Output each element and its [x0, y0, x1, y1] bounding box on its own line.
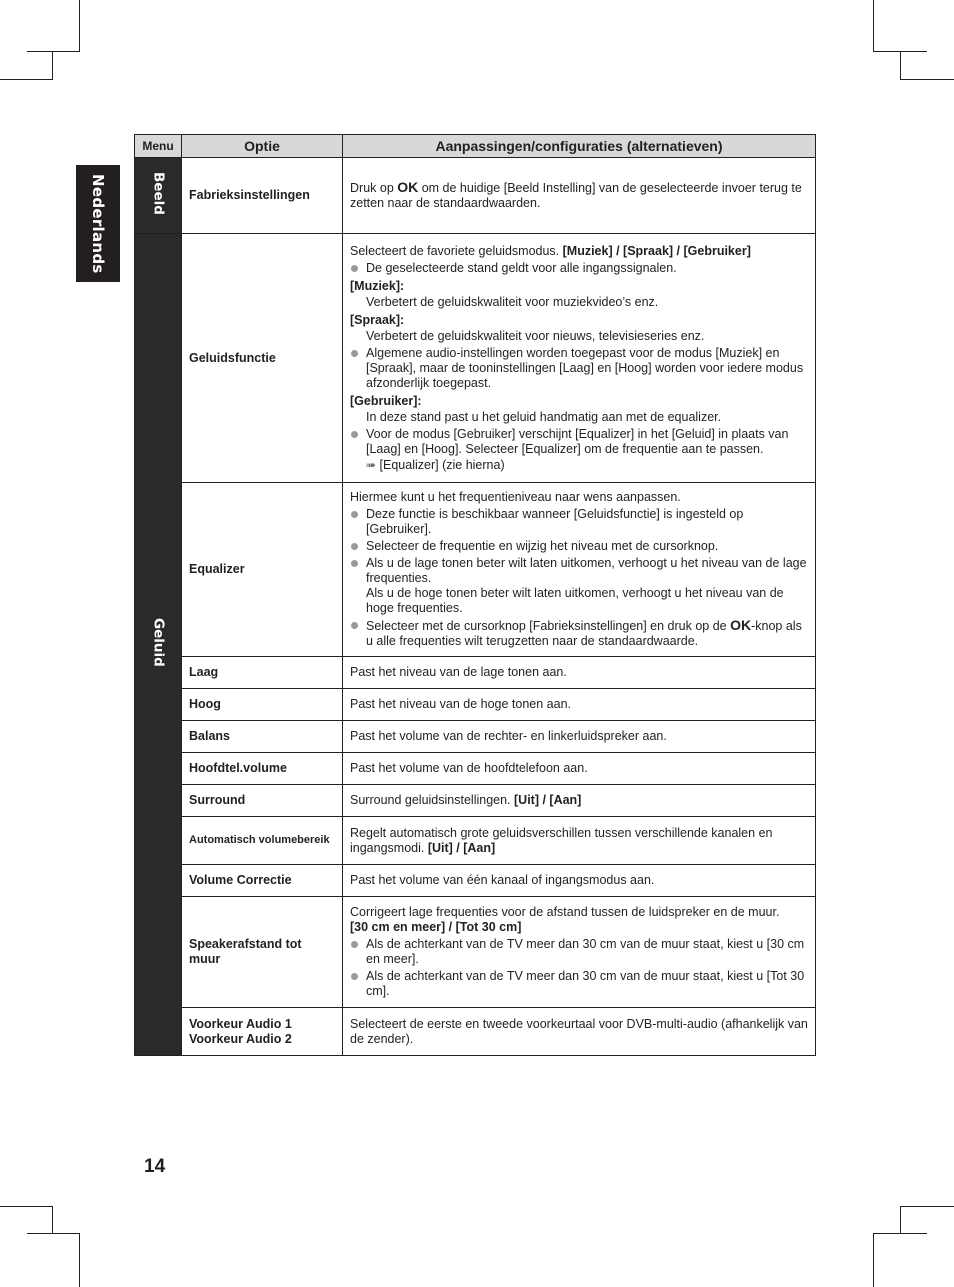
table-row	[135, 158, 816, 234]
desc-values: [Uit] / [Aan]	[514, 793, 582, 807]
menu-group-label: Geluid	[150, 618, 167, 667]
crop-mark	[873, 0, 874, 52]
desc-text: Corrigeert lage frequenties voor de afstand tussen de luidspreker en de muur.	[350, 905, 780, 919]
desc-text: Selecteert de favoriete geluidsmodus.	[350, 243, 563, 258]
desc-text: Als u de hoge tonen beter wilt laten uitkomen, verhoogt u het niveau van de hoge frequenties.	[366, 586, 784, 615]
desc-text: om de huidige [Beeld Instelling] van de geselecteerde invoer terug te zetten naar de standaardwaarden.	[350, 181, 802, 210]
mode-text: Verbetert de geluidskwaliteit voor nieuws, televisieseries enz.	[366, 328, 705, 343]
reference-text: [Equalizer] (zie hierna)	[379, 457, 505, 472]
option-geluidsfunctie: Geluidsfunctie	[182, 234, 343, 483]
option-description: Past het niveau van de hoge tonen aan.	[343, 689, 816, 721]
crop-mark	[79, 0, 80, 52]
option-label: Voorkeur Audio 1	[189, 1016, 292, 1031]
option-description: Past het volume van één kanaal of ingangsmodus aan.	[343, 865, 816, 897]
option-surround: Surround	[182, 785, 343, 817]
desc-text: Hiermee kunt u het frequentieniveau naar wens aanpassen.	[350, 490, 681, 504]
mode-text: Verbetert de geluidskwaliteit voor muziekvideo’s enz.	[366, 294, 659, 309]
bullet-item	[350, 556, 808, 616]
option-label: Voorkeur Audio 2	[189, 1031, 292, 1046]
table-header-row	[135, 135, 816, 158]
crop-mark	[873, 1233, 874, 1287]
crop-mark	[900, 52, 901, 80]
desc-text: Surround geluidsinstellingen.	[350, 793, 514, 807]
table-row	[135, 1008, 816, 1056]
option-hoog: Hoog	[182, 689, 343, 721]
desc-text: Als u de lage tonen beter wilt laten uitkomen, verhoogt u het niveau van de lage frequenties.	[366, 556, 807, 585]
option-laag: Laag	[182, 657, 343, 689]
option-description	[343, 897, 816, 1008]
crop-mark	[52, 1206, 53, 1234]
option-fabrieksinstellingen: Fabrieksinstellingen	[182, 158, 343, 234]
table-row	[135, 753, 816, 785]
settings-table	[134, 134, 816, 1056]
crop-mark	[900, 1206, 901, 1234]
mode-text: In deze stand past u het geluid handmatig aan met de equalizer.	[366, 409, 722, 424]
language-side-tab	[76, 165, 120, 282]
table-row	[135, 785, 816, 817]
desc-text: -knop als u alle frequenties wilt terugzetten naar de standaardwaarde.	[366, 619, 802, 648]
table-row	[135, 817, 816, 865]
option-description: Past het niveau van de lage tonen aan.	[343, 657, 816, 689]
option-volume-correctie: Volume Correctie	[182, 865, 343, 897]
crop-mark	[0, 79, 53, 80]
header-option: Optie	[182, 135, 343, 158]
crop-mark	[873, 1233, 927, 1234]
menu-group-geluid	[135, 234, 182, 1056]
option-description	[343, 785, 816, 817]
table-row	[135, 689, 816, 721]
page-number: 14	[144, 1156, 166, 1177]
crop-mark	[27, 1233, 80, 1234]
header-adjustments: Aanpassingen/configuraties (alternatieven)	[343, 135, 816, 158]
option-voorkeur-audio	[182, 1008, 343, 1056]
ok-key-label: OK	[730, 617, 752, 633]
mode-label: [Gebruiker]:	[350, 393, 422, 408]
desc-values: [30 cm en meer] / [Tot 30 cm]	[350, 920, 522, 934]
ok-key-label: OK	[397, 179, 419, 195]
bullet-item: Selecteer de frequentie en wijzig het niveau met de cursorknop.	[350, 539, 808, 554]
language-label: Nederlands	[89, 173, 107, 274]
option-hoofdtel-volume: Hoofdtel.volume	[182, 753, 343, 785]
table-row	[135, 657, 816, 689]
table-row	[135, 234, 816, 483]
option-description: Selecteert de eerste en tweede voorkeurtaal voor DVB-multi-audio (afhankelijk van de zender).	[343, 1008, 816, 1056]
arrow-right-icon: ➠	[366, 457, 377, 472]
menu-group-beeld	[135, 158, 182, 234]
option-balans: Balans	[182, 721, 343, 753]
table-row	[135, 865, 816, 897]
desc-text: Selecteer met de cursorknop [Fabrieksinstellingen] en druk op de	[366, 619, 731, 633]
option-description	[343, 158, 816, 234]
table-row	[135, 897, 816, 1008]
bullet-item: Als de achterkant van de TV meer dan 30 cm van de muur staat, kiest u [Tot 30 cm].	[350, 969, 808, 999]
reference-line	[350, 458, 808, 473]
option-speakerafstand: Speakerafstand tot muur	[182, 897, 343, 1008]
crop-mark	[0, 1206, 53, 1207]
option-description	[343, 483, 816, 657]
mode-label: [Spraak]:	[350, 312, 405, 327]
option-description	[343, 234, 816, 483]
desc-text: Druk op	[350, 181, 398, 195]
crop-mark	[900, 79, 954, 80]
option-description: Past het volume van de rechter- en linkerluidspreker aan.	[343, 721, 816, 753]
option-automatisch-volumebereik: Automatisch volumebereik	[182, 817, 343, 865]
table-row	[135, 721, 816, 753]
option-description: Past het volume van de hoofdtelefoon aan.	[343, 753, 816, 785]
bullet-item	[350, 618, 808, 649]
desc-values: [Muziek] / [Spraak] / [Gebruiker]	[562, 243, 751, 258]
crop-mark	[900, 1206, 954, 1207]
bullet-item: Algemene audio-instellingen worden toegepast voor de modus [Muziek] en [Spraak], maar de tooninstellingen [Laag] en [Hoog] worden voor iedere modus afzonderlijk toegepast.	[350, 346, 808, 391]
option-description	[343, 817, 816, 865]
bullet-item: De geselecteerde stand geldt voor alle ingangssignalen.	[350, 261, 808, 276]
bullet-item: Voor de modus [Gebruiker] verschijnt [Equalizer] in het [Geluid] in plaats van [Laag] en [Hoog]. Selecteer [Equalizer] om de frequentie aan te passen.	[350, 427, 808, 457]
crop-mark	[52, 52, 53, 80]
header-menu: Menu	[135, 135, 182, 158]
mode-label: [Muziek]:	[350, 278, 405, 293]
bullet-item: Als de achterkant van de TV meer dan 30 cm van de muur staat, kiest u [30 cm en meer].	[350, 937, 808, 967]
desc-text: Regelt automatisch grote geluidsverschillen tussen verschillende kanalen en ingangsmodi.	[350, 825, 773, 855]
crop-mark	[27, 51, 80, 52]
desc-values: [Uit] / [Aan]	[427, 840, 496, 855]
menu-group-label: Beeld	[150, 172, 167, 215]
crop-mark	[79, 1233, 80, 1287]
option-equalizer: Equalizer	[182, 483, 343, 657]
bullet-item: Deze functie is beschikbaar wanneer [Geluidsfunctie] is ingesteld op [Gebruiker].	[350, 507, 808, 537]
table-row	[135, 483, 816, 657]
